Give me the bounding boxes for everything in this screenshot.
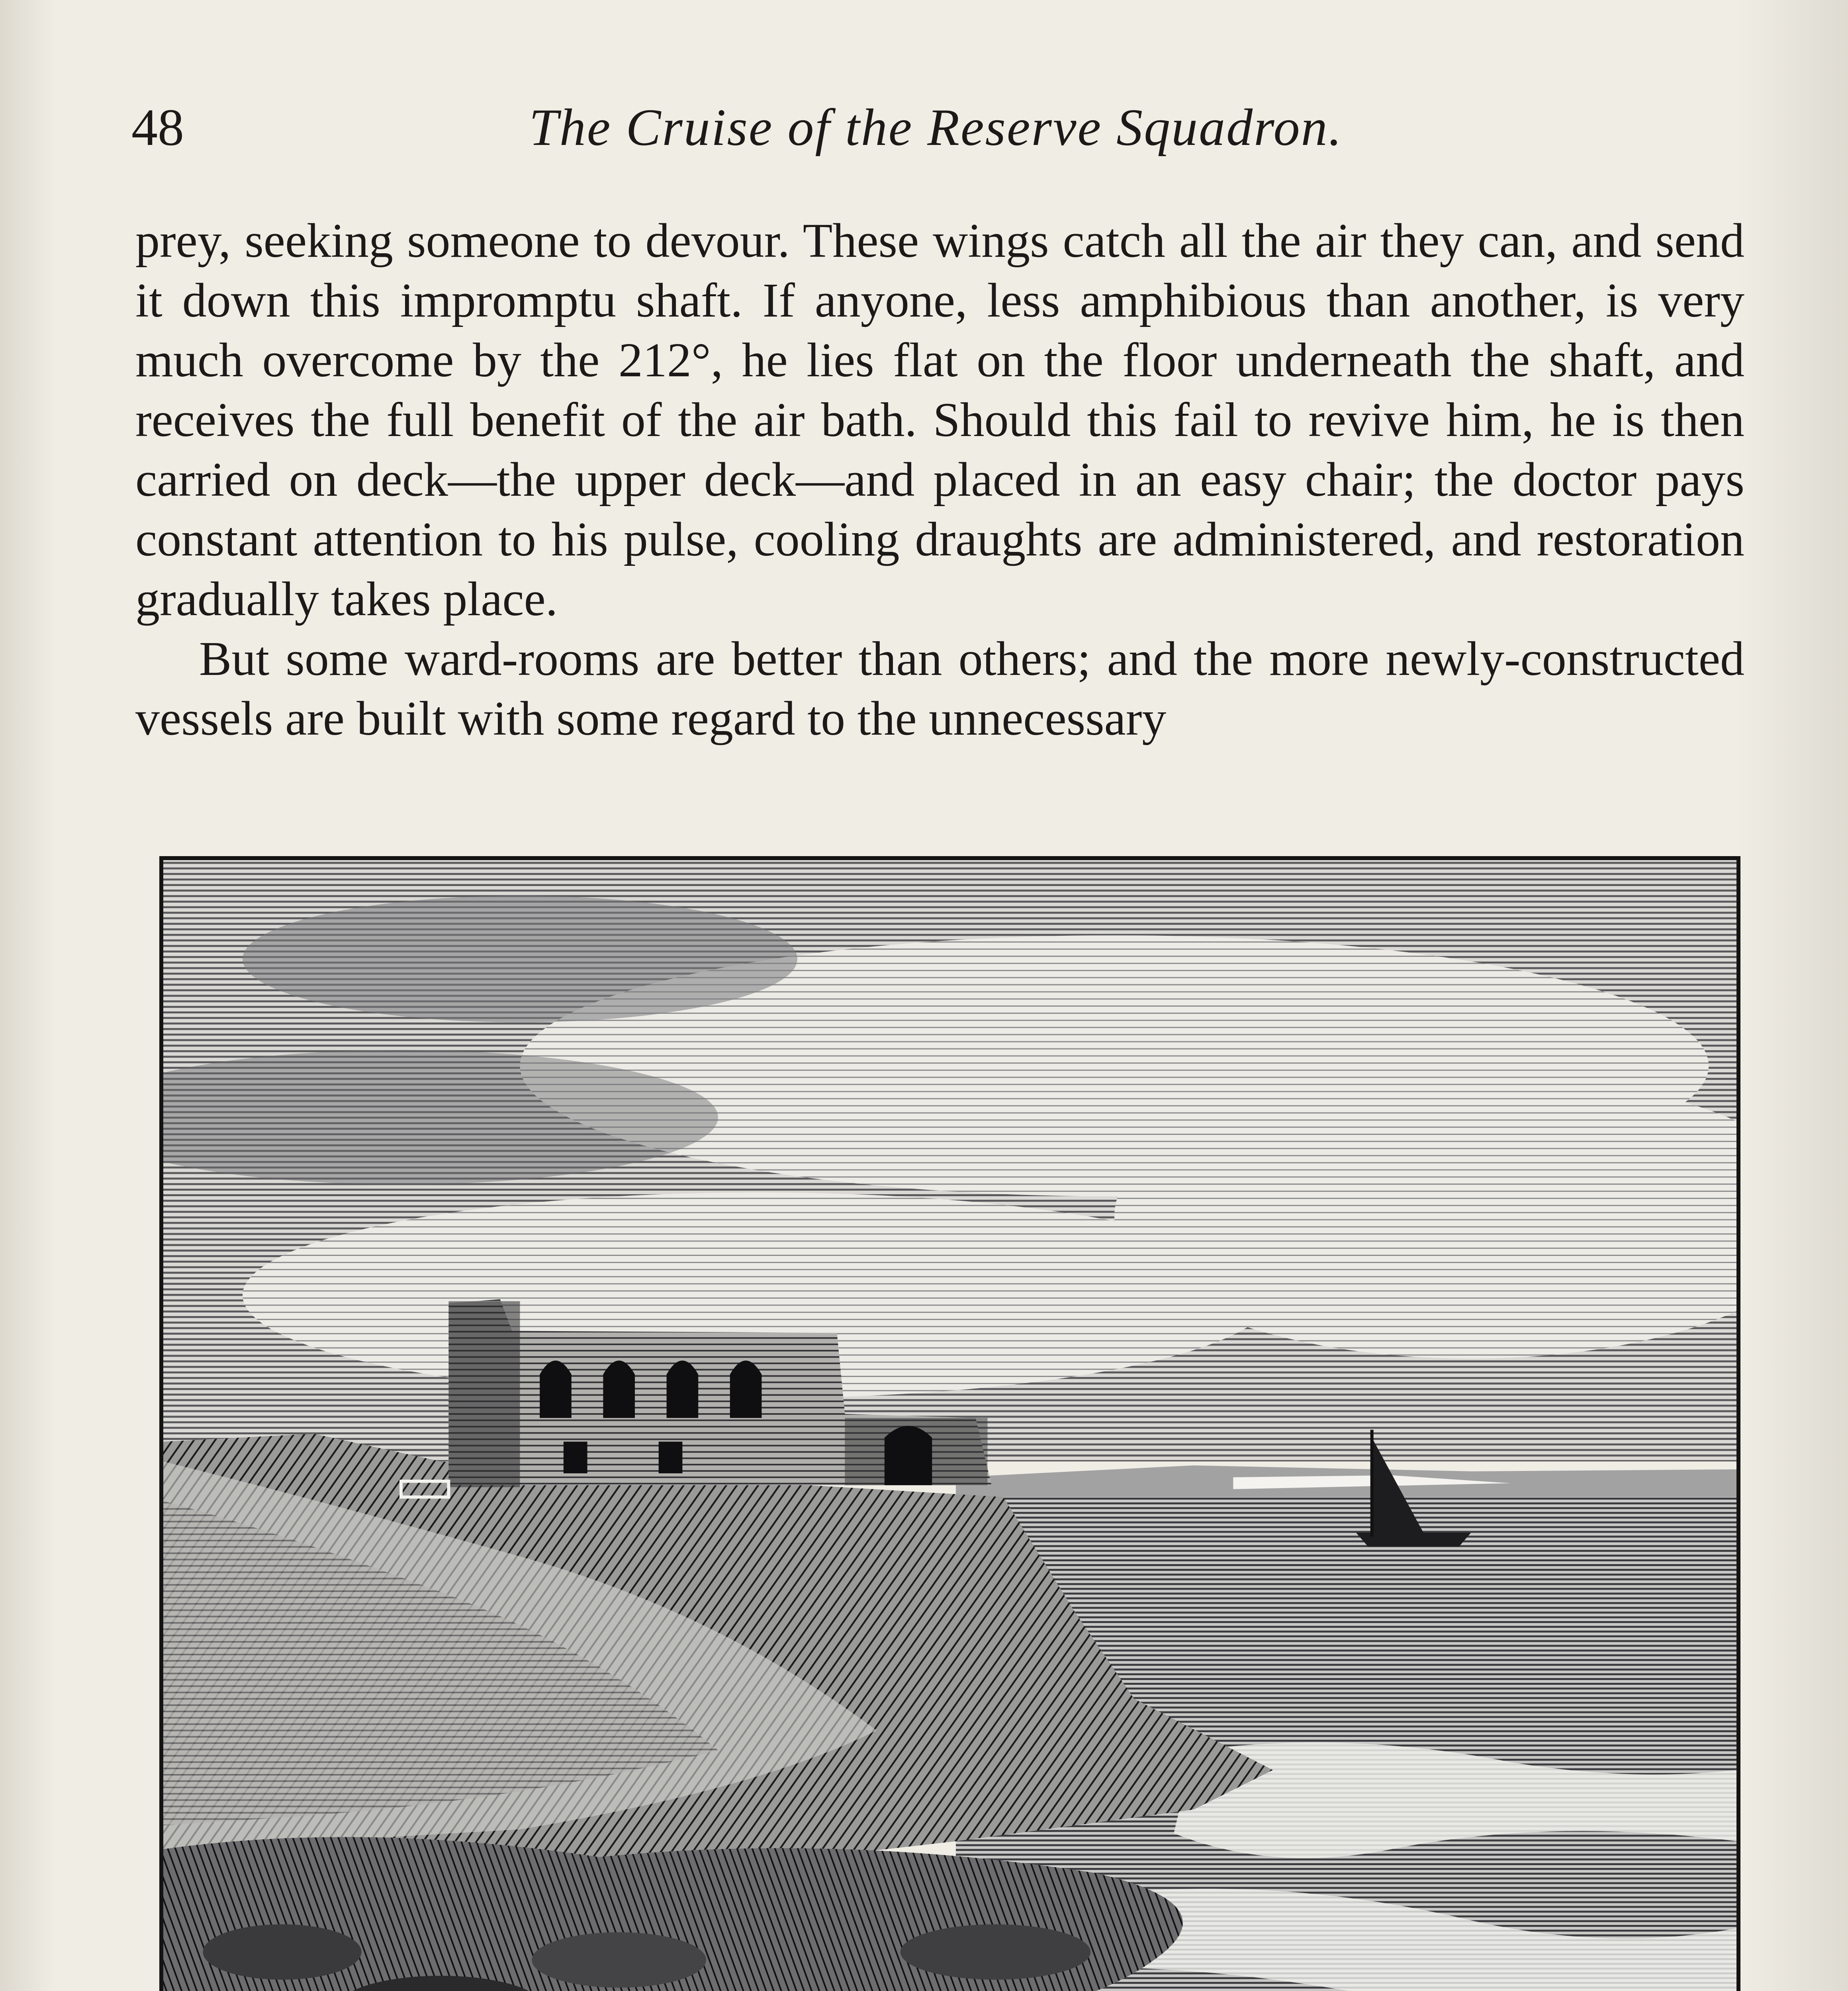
page-number: 48 bbox=[131, 98, 184, 156]
paragraph: But some ward-rooms are better than others; and the more newly-constructed vessels are built with some regard to the unnecessary bbox=[135, 632, 1744, 745]
running-title: The Cruise of the Reserve Squadron. bbox=[529, 98, 1343, 156]
paragraph: prey, seeking someone to devour. These wings catch all the air they can, and send it down this impromptu shaft. If anyone, less amphibious than another, is very much overcome by the 212°, he lies flat on the floor underneath the shaft, and receives the full benefit of the air bath. Should this fail to revive him, he is then carried on deck—the upper deck—and placed in an easy chair; the doctor pays constant attention to his pulse, cooling draughts are administered, and restoration gradually takes place. bbox=[135, 214, 1744, 626]
figure-sandsfoot-castle bbox=[159, 856, 1740, 1991]
castle-engraving bbox=[159, 856, 1740, 1991]
running-head bbox=[131, 92, 1740, 171]
upper-text-block bbox=[135, 211, 1744, 749]
